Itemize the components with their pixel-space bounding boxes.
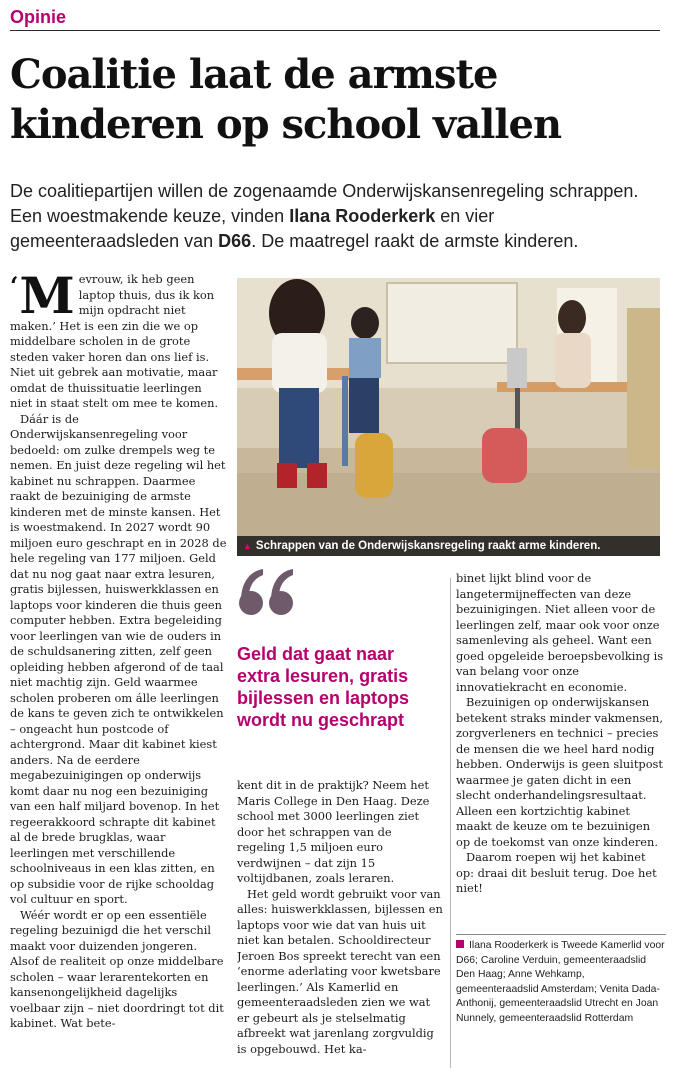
dropcap: [10, 272, 75, 325]
photo-caption-text: Schrappen van de Onderwijskansregeling raakt arme kinderen.: [255, 540, 601, 552]
caption-triangle-icon: ▲: [243, 541, 252, 551]
column-3-paragraph-2: Bezuinigen op onderwijskansen betekent straks minder vakmensen, zorgverleners en technici – precies de mensen die we heel hard nodig hebben. Onderwijs is geen sluitpost waarmee je gaten dicht in een slecht onderhandelingsresultaat. Alleen een kortzichtig kabinet maakt de keuze om te bezuinigen op de toekomst van onze kinderen.: [456, 695, 663, 849]
dropcap-quote-mark: ‘: [10, 272, 19, 300]
lead-part-2: en vier gemeenteraadsleden van: [10, 206, 495, 251]
column-3-paragraph-3: Daarom roepen wij het kabinet op: draai dit besluit terug. Doe het niet!: [456, 850, 657, 895]
lead-party: D66: [218, 231, 252, 251]
article-column-2: [237, 778, 443, 1073]
column-divider: [450, 578, 451, 1068]
photo-caption: [237, 536, 660, 556]
column-2-paragraph-1: kent dit in de praktijk? Neem het Maris College in Den Haag. Deze school met 3000 leerlingen ziet door het schrappen van de regeling 1,5 miljoen euro verdwijnen – dat zijn 15 voltijdbanen, zoals leraren.: [237, 778, 430, 885]
lead-part-3: . De maatregel raakt de armste kinderen.: [251, 231, 579, 251]
article-paragraph-2: Dáár is de Onderwijskansenregeling voor bedoeld: om zulke drempels weg te nemen. En juist deze regeling wil het kabinet nu schrappen. Daarmee raakt de bezuiniging de armste kinderen met de minste kansen. Het is woestmakend. In 2027 wordt 90 miljoen euro geschrapt en in 2028 de hele regeling van 177 miljoen. Geld dat nu nog gaat naar extra lesuren, gratis bijlessen, huiswerkklassen en laptops voor kinderen die thuis geen computer hebben. Extra begeleiding voor leerlingen van wie de ouders in de schuldsanering zitten, zelf geen opleiding hebben afgerond of de taal niet machtig zijn. Geld waarmee scholen proberen om álle leerlingen de kans te geven zich te ontwikkelen – ongeacht hun postcode of achtergrond. Maar dit kabinet kiest anders. Na de eerdere megabezuinigingen op onderwijs komt daar nu nog een bezuiniging van een half miljard bovenop. In het regeerakkoord schrapte dit kabinet al de brede brugklas, waar leerlingen met verschillende schoolniveaus in een klas zitten, en op subsidie voor de rijke schooldag vol cultuur en sport.: [10, 411, 227, 906]
author-bio: [456, 934, 666, 1027]
headline: Coalitie laat de armste kinderen op school vallen: [10, 51, 562, 148]
article-column-1: [10, 272, 227, 1072]
classroom-photo: [237, 278, 660, 556]
article-column-3: [456, 571, 666, 931]
article-paragraph-3: Wéér wordt er op een essentiële regeling bezuinigd die het verschil maakt voor duizenden jongeren. Alsof de realiteit op onze middelbare scholen – waar lerarentekorten en kansenongelijkheid dagelijks voelbaar zijn – niet doordringt tot dit kabinet. Wat bete-: [10, 907, 224, 1030]
column-3-paragraph-1: binet lijkt blind voor de langetermijneffecten van deze bezuinigingen. Niet alleen voor de leerlingen zelf, maar ook voor onze samenleving als geheel. Want een goed opgeleide beroepsbevolking is van belang voor onze innovatiekracht en economie.: [456, 571, 664, 694]
paragraph-1-text: evrouw, ik heb geen laptop thuis, dus ik kon mijn opdracht niet maken.’ Het is een zin die we op middelbare scholen in de grote steden vaker horen dan ons lief is. Niet uit gebrek aan motivatie, maar omdat de thuissituatie leerlingen niet in staat stelt om mee te komen.: [10, 272, 219, 410]
quote-mark-icon: [237, 567, 297, 617]
bio-square-icon: [456, 940, 464, 948]
section-label: Opinie: [10, 7, 67, 27]
article-paragraph-1: [10, 272, 227, 412]
section-header-rule: [10, 0, 660, 31]
dropcap-letter: M: [19, 272, 75, 325]
lead-paragraph: [10, 179, 665, 254]
author-bio-text: Ilana Rooderkerk is Tweede Kamerlid voor D66; Caroline Verduin, gemeenteraadslid Den Haag; Anne Wehkamp, gemeenteraadslid Amsterdam; Venita Dada-Anthonij, gemeenteraadslid Utrecht en Joan Nunnely, gemeenteraadslid Rotterdam: [456, 940, 665, 1024]
column-2-paragraph-2: Het geld wordt gebruikt voor van alles: huiswerkklassen, bijlessen en laptops voor wie dat van huis uit niet kan betalen. Schooldirecteur Jeroen Bos spreekt terecht van een ‘enorme aderlating voor kwetsbare leerlingen.’ Als Kamerlid en gemeenteraadsleden zien we wat er gebeurt als je stelselmatig afbreekt wat jarenlang zorgvuldig is opgebouwd. Het ka-: [237, 886, 443, 1056]
classroom-illustration: [237, 278, 660, 556]
lead-part-1: De coalitiepartijen willen de zogenaamde Onderwijskansenregeling schrappen. Een woestmakende keuze, vinden: [10, 181, 639, 226]
pull-quote: Geld dat gaat naar extra lesuren, gratis bijlessen en laptops wordt nu geschrapt: [237, 644, 410, 730]
lead-author: Ilana Rooderkerk: [289, 206, 436, 226]
